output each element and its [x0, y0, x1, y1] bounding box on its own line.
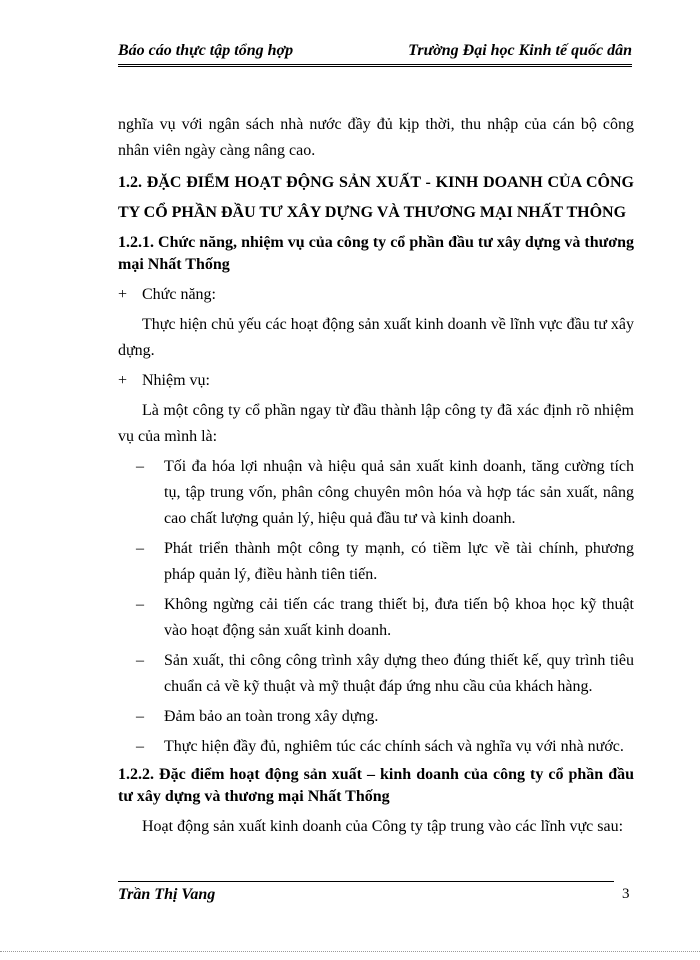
document-body: [118, 112, 634, 844]
section-heading-1-2: 1.2. ĐẶC ĐIỂM HOẠT ĐỘNG SẢN XUẤT - KINH DOANH CỦA CÔNG TY CỔ PHẦN ĐẦU TƯ XÂY DỰNG VÀ THƯƠNG MẠI NHẤT THÔNG: [118, 174, 634, 221]
header-report-title: Báo cáo thực tập tổng hợp: [118, 42, 294, 59]
duty-intro: Là một công ty cổ phần ngay từ đầu thành lập công ty đã xác định rõ nhiệm vụ của mình là:: [118, 402, 634, 445]
footer-author: Trần Thị Vang: [118, 886, 216, 903]
list-item-text: Không ngừng cải tiến các trang thiết bị, đưa tiến bộ khoa học kỹ thuật vào hoạt động sản xuất kinh doanh.: [164, 596, 634, 639]
dash-bullet: –: [136, 596, 144, 613]
dash-bullet: –: [136, 652, 144, 669]
list-item-text: Thực hiện đầy đủ, nghiêm túc các chính sách và nghĩa vụ với nhà nước.: [164, 738, 624, 755]
duty-label-line: [118, 368, 634, 394]
dash-bullet: –: [136, 458, 144, 475]
dash-bullet: –: [136, 540, 144, 557]
list-item-text: Tối đa hóa lợi nhuận và hiệu quả sản xuất kinh doanh, tăng cường tích tụ, tập trung vốn, phân công chuyên môn hóa và hợp tác sản xuất, nâng cao chất lượng quản lý, hiệu quả đầu tư và kinh doanh.: [164, 458, 634, 527]
list-item-text: Đảm bảo an toàn trong xây dựng.: [164, 708, 379, 725]
subsection-heading-1-2-2: 1.2.2. Đặc điểm hoạt động sản xuất – kinh doanh của công ty cổ phần đầu tư xây dựng và thương mại Nhất Thống: [118, 766, 634, 805]
function-label: Chức năng:: [142, 286, 216, 303]
list-item: [118, 592, 634, 644]
subsection-heading-1-2-1: 1.2.1. Chức năng, nhiệm vụ của công ty cổ phần đầu tư xây dựng và thương mại Nhất Thống: [118, 234, 634, 273]
list-item-text: Phát triển thành một công ty mạnh, có tiềm lực về tài chính, phương pháp quản lý, điều hành tiên tiến.: [164, 540, 634, 583]
plus-bullet: +: [118, 372, 128, 389]
plus-bullet: +: [118, 286, 128, 303]
list-item-text: Sản xuất, thi công công trình xây dựng theo đúng thiết kế, quy trình tiêu chuẩn cả về kỹ thuật và mỹ thuật đáp ứng nhu cầu của khách hàng.: [164, 652, 634, 695]
list-item: [118, 704, 634, 730]
dash-bullet: –: [136, 708, 144, 725]
list-item: [118, 648, 634, 700]
list-item: [118, 734, 634, 760]
duty-list: [118, 454, 634, 760]
header-university: Trường Đại học Kinh tế quốc dân: [408, 42, 632, 59]
dash-bullet: –: [136, 738, 144, 755]
paragraph-activities: Hoạt động sản xuất kinh doanh của Công ty tập trung vào các lĩnh vực sau:: [142, 818, 624, 835]
function-text: Thực hiện chủ yếu các hoạt động sản xuất kinh doanh về lĩnh vực đầu tư xây dựng.: [118, 316, 634, 359]
paragraph-continuation: nghĩa vụ với ngân sách nhà nước đầy đủ kịp thời, thu nhập của cán bộ công nhân viên ngày càng nâng cao.: [118, 116, 634, 159]
page-header: [118, 38, 632, 67]
page-number: 3: [622, 886, 630, 902]
page-break-dotted-line: [0, 951, 700, 952]
footer-divider: [118, 881, 614, 882]
list-item: [118, 454, 634, 532]
function-label-line: [118, 282, 634, 308]
list-item: [118, 536, 634, 588]
duty-label: Nhiệm vụ:: [142, 372, 210, 389]
